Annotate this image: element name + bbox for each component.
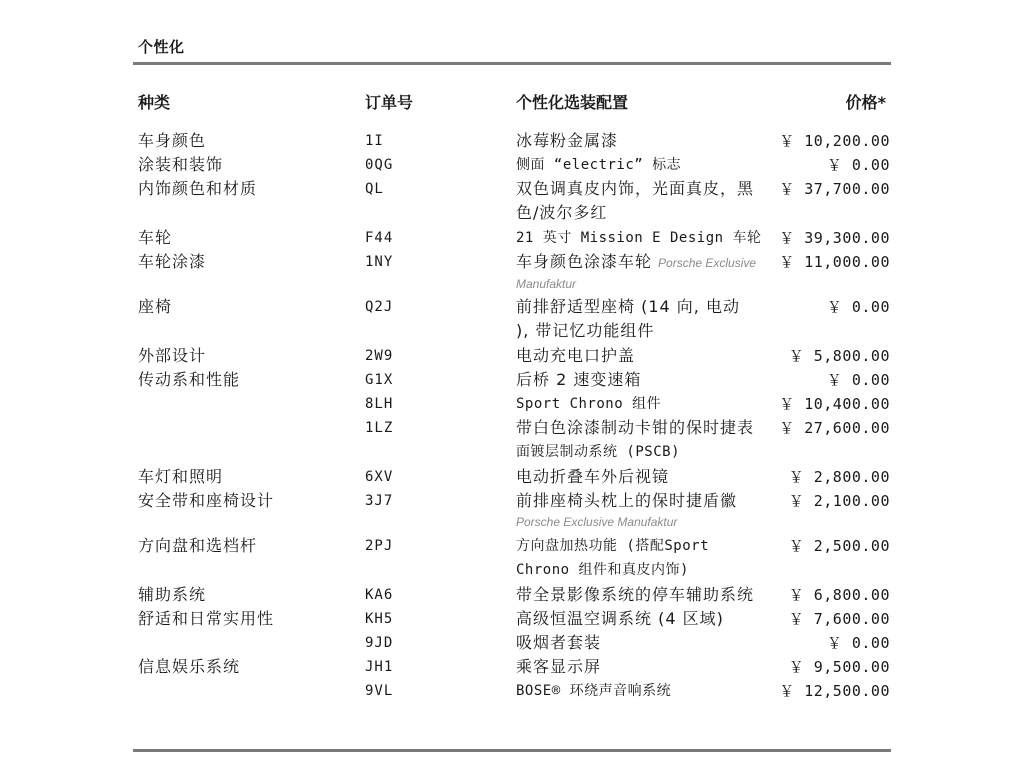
row-category: 安全带和座椅设计: [138, 491, 275, 510]
config-text: Chrono 组件和真皮内饰): [516, 562, 689, 578]
config-line: [516, 319, 772, 343]
config-line: [516, 558, 772, 582]
table-row: [0, 250, 1024, 295]
header-code: 订单号: [365, 93, 414, 112]
row-config: [516, 226, 772, 250]
table-row: [0, 465, 1024, 489]
row-price: ￥ 39,300.00: [779, 229, 890, 247]
row-price: ￥ 9,500.00: [788, 658, 890, 676]
config-line: [516, 416, 772, 440]
row-order-code: G1X: [365, 372, 394, 388]
config-line: [516, 129, 772, 153]
row-category: 外部设计: [138, 346, 207, 365]
config-text: ), 带记忆功能组件: [516, 321, 655, 340]
config-text: 前排座椅头枕上的保时捷盾徽: [516, 491, 738, 510]
row-config: [516, 465, 772, 489]
row-price: ￥ 7,600.00: [788, 610, 890, 628]
row-config: [516, 129, 772, 153]
config-line: [516, 250, 772, 275]
table-row: [0, 631, 1024, 655]
config-line: [516, 201, 772, 225]
row-order-code: 1NY: [365, 254, 394, 270]
row-order-code: 1I: [365, 133, 384, 149]
row-order-code: JH1: [365, 659, 394, 675]
table-row: [0, 295, 1024, 344]
row-price: ￥ 6,800.00: [788, 586, 890, 604]
row-category: 涂装和装饰: [138, 155, 224, 174]
table-row: [0, 416, 1024, 465]
row-config: [516, 344, 772, 368]
config-text: 21 英寸 Mission E Design 车轮: [516, 230, 762, 246]
row-order-code: 2W9: [365, 348, 394, 364]
row-price: ￥ 2,800.00: [788, 468, 890, 486]
config-line: [516, 489, 772, 513]
row-config: [516, 631, 772, 655]
table-row: [0, 534, 1024, 583]
row-price: ￥ 37,700.00: [779, 180, 890, 198]
row-config: [516, 679, 772, 703]
row-price: ￥ 12,500.00: [779, 682, 890, 700]
row-price: ￥ 2,100.00: [788, 492, 890, 510]
header-price: 价格*: [845, 93, 886, 112]
config-text: 带全景影像系统的停车辅助系统: [516, 585, 755, 604]
row-category: 座椅: [138, 297, 173, 316]
row-category: 舒适和日常实用性: [138, 609, 275, 628]
table-row: [0, 607, 1024, 631]
row-config: [516, 416, 772, 464]
config-text: 电动折叠车外后视镜: [516, 467, 670, 486]
table-row: [0, 679, 1024, 703]
table-header: [0, 90, 1024, 114]
manufaktur-note: Porsche Exclusive: [658, 256, 757, 270]
config-text: 冰莓粉金属漆: [516, 131, 619, 150]
config-text: 乘客显示屏: [516, 657, 602, 676]
row-config: [516, 250, 772, 293]
row-order-code: 3J7: [365, 493, 394, 509]
row-price: ￥ 0.00: [826, 371, 890, 389]
row-config: [516, 368, 772, 392]
row-category: 内饰颜色和材质: [138, 179, 258, 198]
row-price: ￥ 0.00: [826, 156, 890, 174]
row-category: 辅助系统: [138, 585, 207, 604]
row-order-code: 0QG: [365, 157, 394, 173]
row-category: 车灯和照明: [138, 467, 224, 486]
row-category: 信息娱乐系统: [138, 657, 241, 676]
config-text: 方向盘加热功能 (搭配Sport: [516, 538, 710, 554]
header-category: 种类: [138, 93, 171, 112]
table-row: [0, 226, 1024, 250]
row-config: [516, 392, 772, 416]
table-row: [0, 583, 1024, 607]
config-line: [516, 534, 772, 558]
row-order-code: F44: [365, 230, 394, 246]
row-order-code: KA6: [365, 587, 394, 603]
row-config: [516, 177, 772, 225]
config-line: [516, 583, 772, 607]
row-price: ￥ 0.00: [826, 298, 890, 316]
table-row: [0, 489, 1024, 534]
config-line: [516, 226, 772, 250]
config-text: 带白色涂漆制动卡钳的保时捷表: [516, 418, 755, 437]
table-row: [0, 392, 1024, 416]
row-config: [516, 489, 772, 531]
row-price: ￥ 10,400.00: [779, 395, 890, 413]
header-config: 个性化选装配置: [516, 93, 629, 112]
row-category: 方向盘和选档杆: [138, 536, 258, 555]
row-config: [516, 607, 772, 631]
config-line: [516, 679, 772, 703]
config-text: 高级恒温空调系统 (4 区域): [516, 609, 724, 628]
config-line: [516, 153, 772, 177]
table-row: [0, 129, 1024, 153]
config-line: [516, 607, 772, 631]
row-order-code: 9JD: [365, 635, 394, 651]
row-config: [516, 295, 772, 343]
top-divider: [133, 62, 891, 65]
row-price: ￥ 2,500.00: [788, 537, 890, 555]
row-price: ￥ 11,000.00: [779, 253, 890, 271]
row-price: ￥ 27,600.00: [779, 419, 890, 437]
table-row: [0, 368, 1024, 392]
config-text: 后桥 2 速变速箱: [516, 370, 642, 389]
table-row: [0, 655, 1024, 679]
config-line: [516, 344, 772, 368]
row-category: 车身颜色: [138, 131, 207, 150]
config-text: 前排舒适型座椅 (14 向, 电动: [516, 297, 740, 316]
row-order-code: QL: [365, 181, 384, 197]
bottom-divider: [133, 749, 891, 752]
row-price: ￥ 0.00: [826, 634, 890, 652]
row-price: ￥ 5,800.00: [788, 347, 890, 365]
config-text: BOSE® 环绕声音响系统: [516, 683, 672, 699]
config-line: [516, 631, 772, 655]
options-table: [0, 129, 1024, 703]
row-category: 传动系和性能: [138, 370, 241, 389]
table-row: [0, 153, 1024, 177]
row-order-code: Q2J: [365, 299, 394, 315]
config-text: 双色调真皮内饰，光面真皮，黑: [516, 179, 755, 198]
row-config: [516, 534, 772, 582]
row-order-code: 8LH: [365, 396, 394, 412]
config-line: [516, 465, 772, 489]
config-text: 面镀层制动系统 (PSCB): [516, 444, 681, 460]
config-text: 吸烟者套装: [516, 633, 602, 652]
row-category: 车轮: [138, 228, 173, 247]
row-order-code: KH5: [365, 611, 394, 627]
config-line: [516, 440, 772, 464]
table-row: [0, 344, 1024, 368]
table-row: [0, 177, 1024, 226]
row-config: [516, 655, 772, 679]
config-text: 色/波尔多红: [516, 203, 608, 222]
config-line: [516, 177, 772, 201]
row-order-code: 2PJ: [365, 538, 394, 554]
config-text: 侧面 “electric” 标志: [516, 157, 682, 173]
row-order-code: 1LZ: [365, 420, 394, 436]
config-line: [516, 655, 772, 679]
row-order-code: 9VL: [365, 683, 394, 699]
manufaktur-note: Porsche Exclusive Manufaktur: [516, 515, 678, 529]
row-config: [516, 583, 772, 607]
row-order-code: 6XV: [365, 469, 394, 485]
manufaktur-note: Manufaktur: [516, 277, 577, 291]
config-line: [516, 295, 772, 319]
config-line: [516, 368, 772, 392]
row-price: ￥ 10,200.00: [779, 132, 890, 150]
row-config: [516, 153, 772, 177]
row-category: 车轮涂漆: [138, 252, 207, 271]
config-text: 电动充电口护盖: [516, 346, 636, 365]
page-title: 个性化: [138, 38, 185, 56]
config-line: [516, 392, 772, 416]
config-text: 车身颜色涂漆车轮: [516, 252, 653, 271]
config-text: Sport Chrono 组件: [516, 396, 662, 412]
